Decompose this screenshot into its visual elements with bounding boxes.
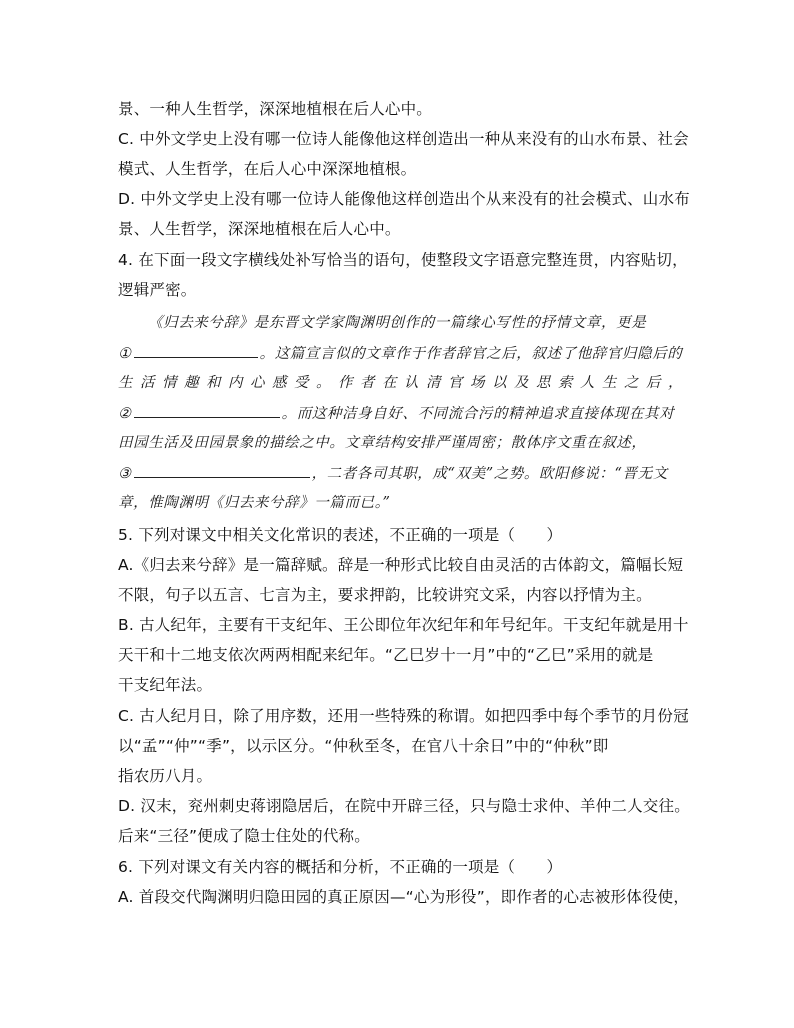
passage-line-6 bbox=[118, 462, 668, 485]
option-c-line-2: 模式、人生哲学，在后人心中深深地植根。 bbox=[118, 160, 417, 178]
fill-blank-3[interactable] bbox=[134, 462, 310, 478]
fill-blank-2[interactable] bbox=[134, 402, 280, 418]
blank-marker-1: ① bbox=[118, 346, 132, 362]
q5-option-b-line-3: 干支纪年法。 bbox=[118, 676, 213, 694]
passage-line-6-text: ，二者各司其职，成“双美”之势。欧阳修说：“晋无文 bbox=[311, 466, 668, 482]
question-4-stem-line-2: 逻辑严密。 bbox=[118, 281, 197, 299]
q5-option-c-line-2: 以“孟”“仲”“季”，以示区分。“仲秋至冬，在官八十余日”中的“仲秋”即 bbox=[118, 737, 609, 755]
option-c-line-1: C. 中外文学史上没有哪一位诗人能像他这样创造出一种从来没有的山水布景、社会 bbox=[118, 130, 689, 148]
passage-line-4-text: 。而这种洁身自好、不同流合污的精神追求直接体现在其对 bbox=[281, 406, 675, 422]
blank-marker-2: ② bbox=[118, 406, 132, 422]
q5-option-d-line-1: D. 汉末，兖州刺史蒋诩隐居后，在院中开辟三径，只与隐士求仲、羊仲二人交往。 bbox=[118, 797, 690, 815]
q6-option-a-line-1: A. 首段交代陶渊明归隐田园的真正原因—“心为形役”，即作者的心志被形体役使， bbox=[118, 888, 690, 906]
passage-line-4 bbox=[118, 402, 674, 425]
passage-line-2-text: 。这篇宣言似的文章作于作者辞官之后，叙述了他辞官归隐后的 bbox=[259, 346, 683, 362]
fill-blank-1[interactable] bbox=[134, 342, 258, 358]
q5-option-b-line-1: B. 古人纪年，主要有干支纪年、王公即位年次纪年和年号纪年。干支纪年就是用十 bbox=[118, 616, 689, 634]
q5-option-a-line-1: A.《归去来兮辞》是一篇辞赋。辞是一种形式比较自由灵活的古体韵文，篇幅长短 bbox=[118, 556, 684, 574]
question-5-stem: 5. 下列对课文中相关文化常识的表述，不正确的一项是（ ） bbox=[118, 526, 563, 544]
passage-line-5: 田园生活及田园景象的描绘之中。文章结构安排严谨周密；散体序文重在叙述， bbox=[118, 435, 647, 451]
blank-marker-3: ③ bbox=[118, 466, 132, 482]
passage-line-1: 《归去来兮辞》是东晋文学家陶渊明创作的一篇缘心写性的抒情文章，更是 bbox=[148, 315, 647, 331]
passage-line-2 bbox=[118, 342, 682, 365]
q5-option-d-line-2: 后来“三径”便成了隐士住处的代称。 bbox=[118, 827, 370, 845]
question-6-stem: 6. 下列对课文有关内容的概括和分析，不正确的一项是（ ） bbox=[118, 858, 563, 876]
q5-option-b-line-2: 天干和十二地支依次两两相配来纪年。“乙巳岁十一月”中的“乙巳”采用的就是 bbox=[118, 646, 654, 664]
q5-option-c-line-3: 指农历八月。 bbox=[118, 767, 213, 785]
q5-option-a-line-2: 不限，句子以五言、七言为主，要求押韵，比较讲究文采，内容以抒情为主。 bbox=[118, 586, 652, 604]
option-d-line-2: 景、人生哲学，深深地植根在后人心中。 bbox=[118, 220, 401, 238]
passage-line-7: 章，惟陶渊明《归去来兮辞》一篇而已。” bbox=[118, 495, 391, 511]
option-d-line-1: D. 中外文学史上没有哪一位诗人能像他这样创造出个从来没有的社会模式、山水布 bbox=[118, 190, 690, 208]
passage-line-3: 生活情趣和内心感受。作者在认清官场以及思索人生之后， bbox=[118, 375, 690, 391]
question-4-stem-line-1: 4. 在下面一段文字横线处补写恰当的语句，使整段文字语意完整连贯，内容贴切， bbox=[118, 251, 688, 269]
q5-option-c-line-1: C. 古人纪月日，除了用序数，还用一些特殊的称谓。如把四季中每个季节的月份冠 bbox=[118, 707, 689, 725]
option-b-continuation: 景、一种人生哲学，深深地植根在后人心中。 bbox=[118, 100, 433, 118]
